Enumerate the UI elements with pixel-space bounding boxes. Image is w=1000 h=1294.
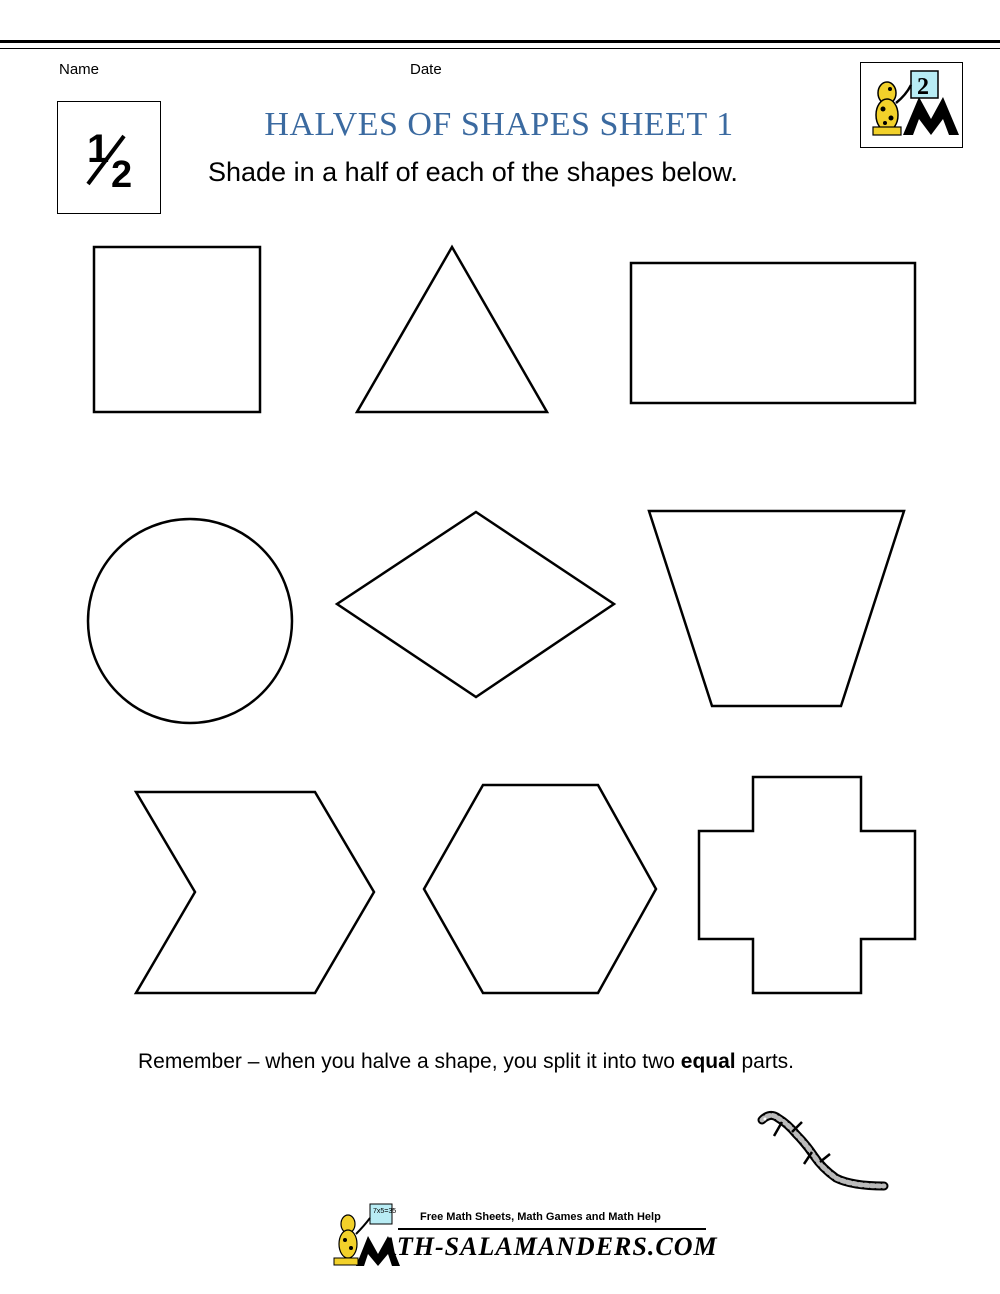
svg-text:1: 1 (87, 127, 110, 171)
shape-cross (699, 777, 915, 993)
shape-rhombus (337, 512, 614, 697)
footer-site-name: ATH-SALAMANDERS.COM (380, 1232, 718, 1261)
shape-trapezoid (649, 511, 904, 706)
svg-text:2: 2 (111, 154, 133, 196)
name-label: Name (59, 61, 100, 78)
footer-badge-text: 7x5=35 (373, 1208, 397, 1215)
footer-divider (398, 1228, 706, 1230)
reminder-emphasis: equal (680, 1050, 736, 1073)
shape-rectangle (631, 263, 915, 403)
instruction-text: Shade in a half of each of the shapes below. (208, 157, 738, 187)
lizard-icon (752, 1110, 892, 1194)
shape-triangle (357, 247, 547, 412)
shape-circle (88, 519, 292, 723)
reminder-text: Remember – when you halve a shape, you split it into two equal parts. (138, 1050, 795, 1073)
shape-square (94, 247, 260, 412)
grade-number: 2 (917, 74, 929, 100)
shape-hexagon (424, 785, 656, 993)
page-title: HALVES OF SHAPES SHEET 1 (264, 106, 734, 143)
shape-chevron (136, 792, 374, 993)
date-label: Date (410, 61, 442, 78)
footer-tagline: Free Math Sheets, Math Games and Math Help (420, 1211, 661, 1223)
